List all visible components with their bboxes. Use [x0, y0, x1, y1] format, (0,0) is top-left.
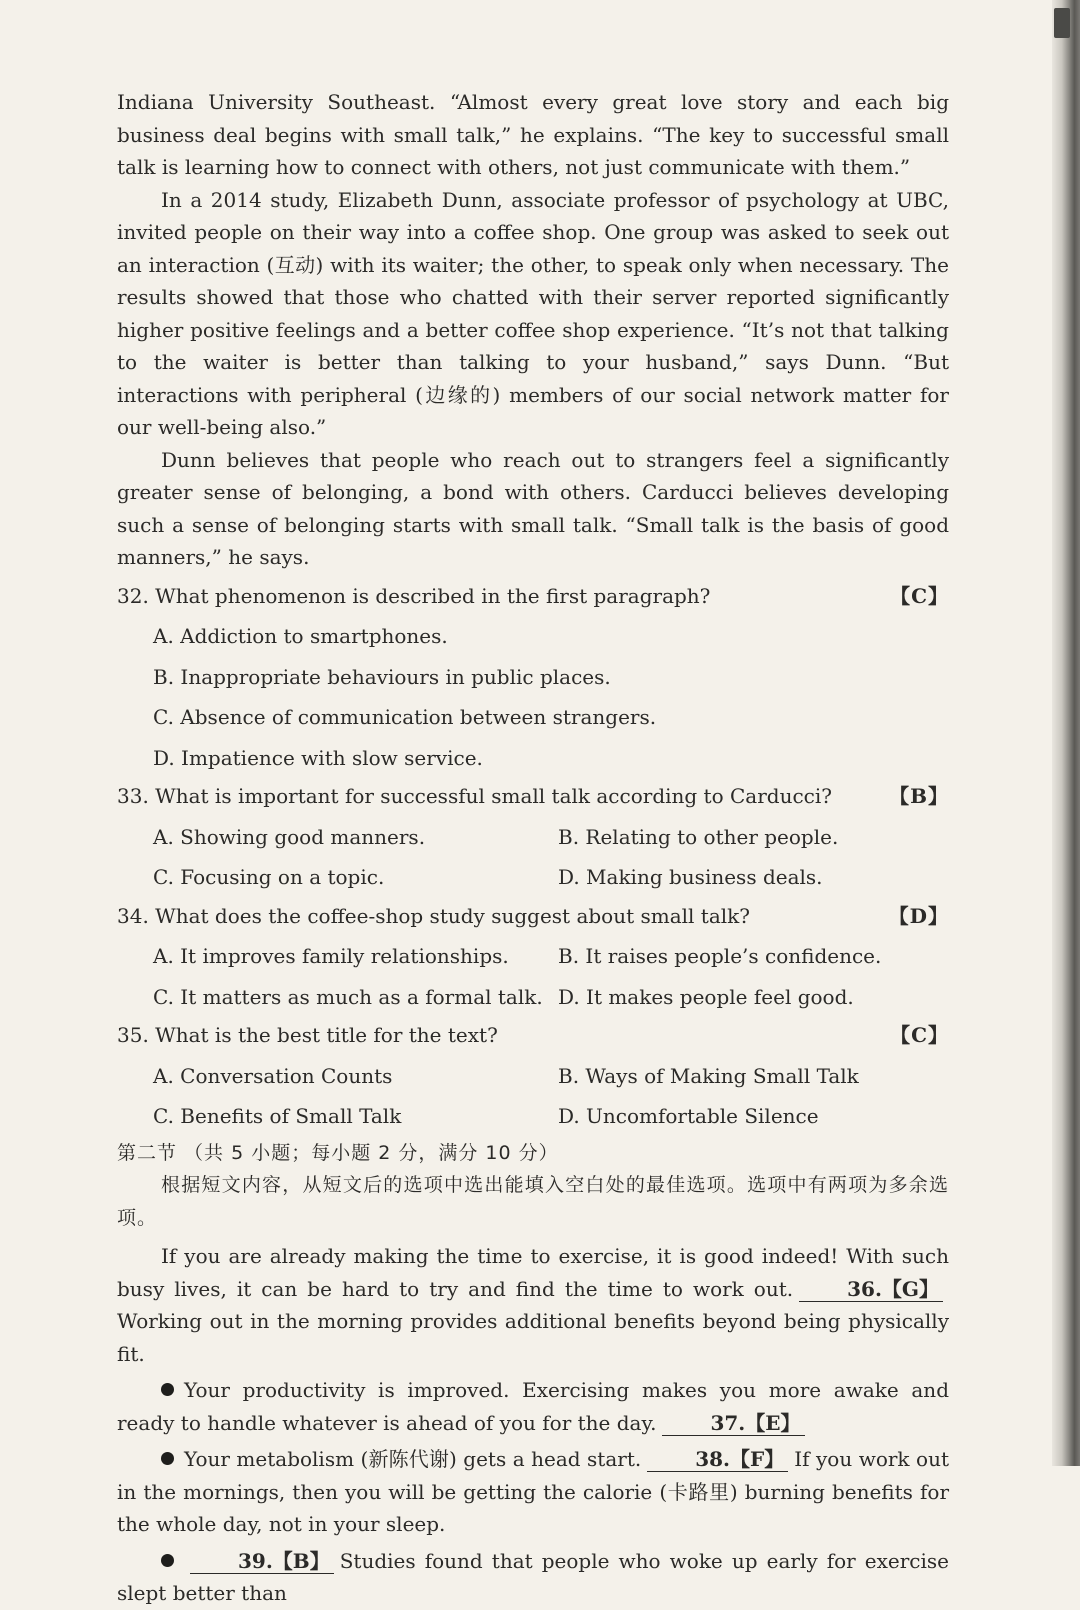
question-stem: 34. What does the coffee-shop study suggest about small talk? [117, 903, 750, 928]
section-heading: 第二节 （共 5 小题；每小题 2 分，满分 10 分） [117, 1141, 559, 1164]
question-34 [117, 900, 949, 933]
cloze-text: Your productivity is improved. Exercising makes you more awake and ready to handle whatever is ahead of you for the day. [117, 1378, 949, 1435]
options-grid [153, 821, 949, 894]
option-a: A. It improves family relationships. [153, 944, 509, 968]
option-a: A. Addiction to smartphones. [153, 624, 448, 648]
passage-paragraph-2: In a 2014 study, Elizabeth Dunn, associate professor of psychology at UBC, invited people on their way into a coffee shop. One group was asked to seek out an interaction (互动) with its waiter; the other, to speak only when necessary. The results showed that those who chatted with their server reported significantly higher positive feelings and a better coffee shop experience. “It’s not that talking to the waiter is better than talking to your husband,” says Dunn. “But interactions with peripheral (边缘的) members of our social network matter for our well-being also.” [117, 187, 949, 439]
option-b: B. Relating to other people. [558, 824, 839, 849]
option-d: D. Uncomfortable Silence [558, 1104, 819, 1128]
cloze-paragraph-1 [117, 1240, 949, 1370]
cloze-text: If you work out in the mornings, then you will be getting the calorie (卡路里) burning benefits for the whole day, not in your sleep. [117, 1447, 949, 1536]
cloze-text: Your metabolism (新陈代谢) gets a head start. [184, 1447, 642, 1471]
option-d: D. Impatience with slow service. [153, 745, 483, 770]
page-edge-mark [1054, 8, 1070, 38]
cloze-bullet-3 [117, 1545, 949, 1610]
cloze-bullet-1 [117, 1374, 949, 1439]
question-stem: 32. What phenomenon is described in the first paragraph? [117, 583, 711, 608]
question-answer: 【B】 [889, 784, 949, 808]
blank-39 [190, 1549, 334, 1574]
option-d: D. It makes people feel good. [558, 984, 854, 1009]
cloze-bullet-2 [117, 1443, 949, 1541]
option-c: C. Focusing on a topic. [153, 865, 385, 889]
bullet-icon [161, 1383, 174, 1396]
blank-answer: 38.【F】 [695, 1447, 785, 1471]
question-stem: 33. What is important for successful small talk according to Carducci? [117, 784, 832, 808]
option-a: A. Conversation Counts [153, 1063, 393, 1088]
bullet-icon [161, 1554, 174, 1567]
blank-answer: 37.【E】 [710, 1410, 801, 1435]
blank-37 [662, 1411, 804, 1436]
blank-answer: 39.【B】 [238, 1548, 330, 1573]
blank-answer: 36.【G】 [847, 1276, 939, 1301]
option-b: B. It raises people’s confidence. [558, 944, 882, 968]
bullet-icon [161, 1452, 174, 1465]
question-stem: 35. What is the best title for the text? [117, 1023, 498, 1047]
options-grid [153, 1060, 949, 1133]
question-32 [117, 580, 949, 613]
cloze-text: Working out in the morning provides additional benefits beyond being physically fit. [117, 1309, 949, 1366]
question-answer: 【C】 [890, 583, 949, 608]
option-b: B. Ways of Making Small Talk [558, 1063, 859, 1088]
page-edge-shadow [1052, 0, 1080, 1466]
cloze-text: Studies found that people who woke up early for exercise slept better than [117, 1548, 949, 1605]
question-33 [117, 780, 949, 813]
option-a: A. Showing good manners. [153, 824, 426, 849]
document-body [117, 86, 949, 1610]
options-grid [153, 940, 949, 1013]
passage-paragraph-1: Indiana University Southeast. “Almost every great love story and each big business deal begins with small talk,” he explains. “The key to successful small talk is learning how to connect with others, not just communicate with them.” [117, 90, 949, 179]
option-b: B. Inappropriate behaviours in public places. [153, 664, 611, 689]
passage-paragraph-3: Dunn believes that people who reach out to strangers feel a significantly greater sense of belonging, a bond with others. Carducci believes developing such a sense of belonging starts with small talk. “Small talk is the basis of good manners,” he says. [117, 447, 949, 569]
option-d: D. Making business deals. [558, 865, 823, 889]
question-answer: 【C】 [890, 1023, 949, 1047]
question-answer: 【D】 [888, 903, 949, 928]
option-c: C. It matters as much as a formal talk. [153, 984, 543, 1009]
section-instructions: 根据短文内容，从短文后的选项中选出能填入空白处的最佳选项。选项中有两项为多余选项。 [117, 1174, 949, 1229]
question-35 [117, 1019, 949, 1052]
blank-38 [647, 1447, 788, 1472]
option-c: C. Benefits of Small Talk [153, 1104, 402, 1128]
cloze-text: If you are already making the time to exercise, it is good indeed! With such busy lives, it can be hard to try and find the time to work out. [117, 1244, 949, 1301]
blank-36 [799, 1277, 943, 1302]
option-c: C. Absence of communication between strangers. [153, 705, 657, 729]
